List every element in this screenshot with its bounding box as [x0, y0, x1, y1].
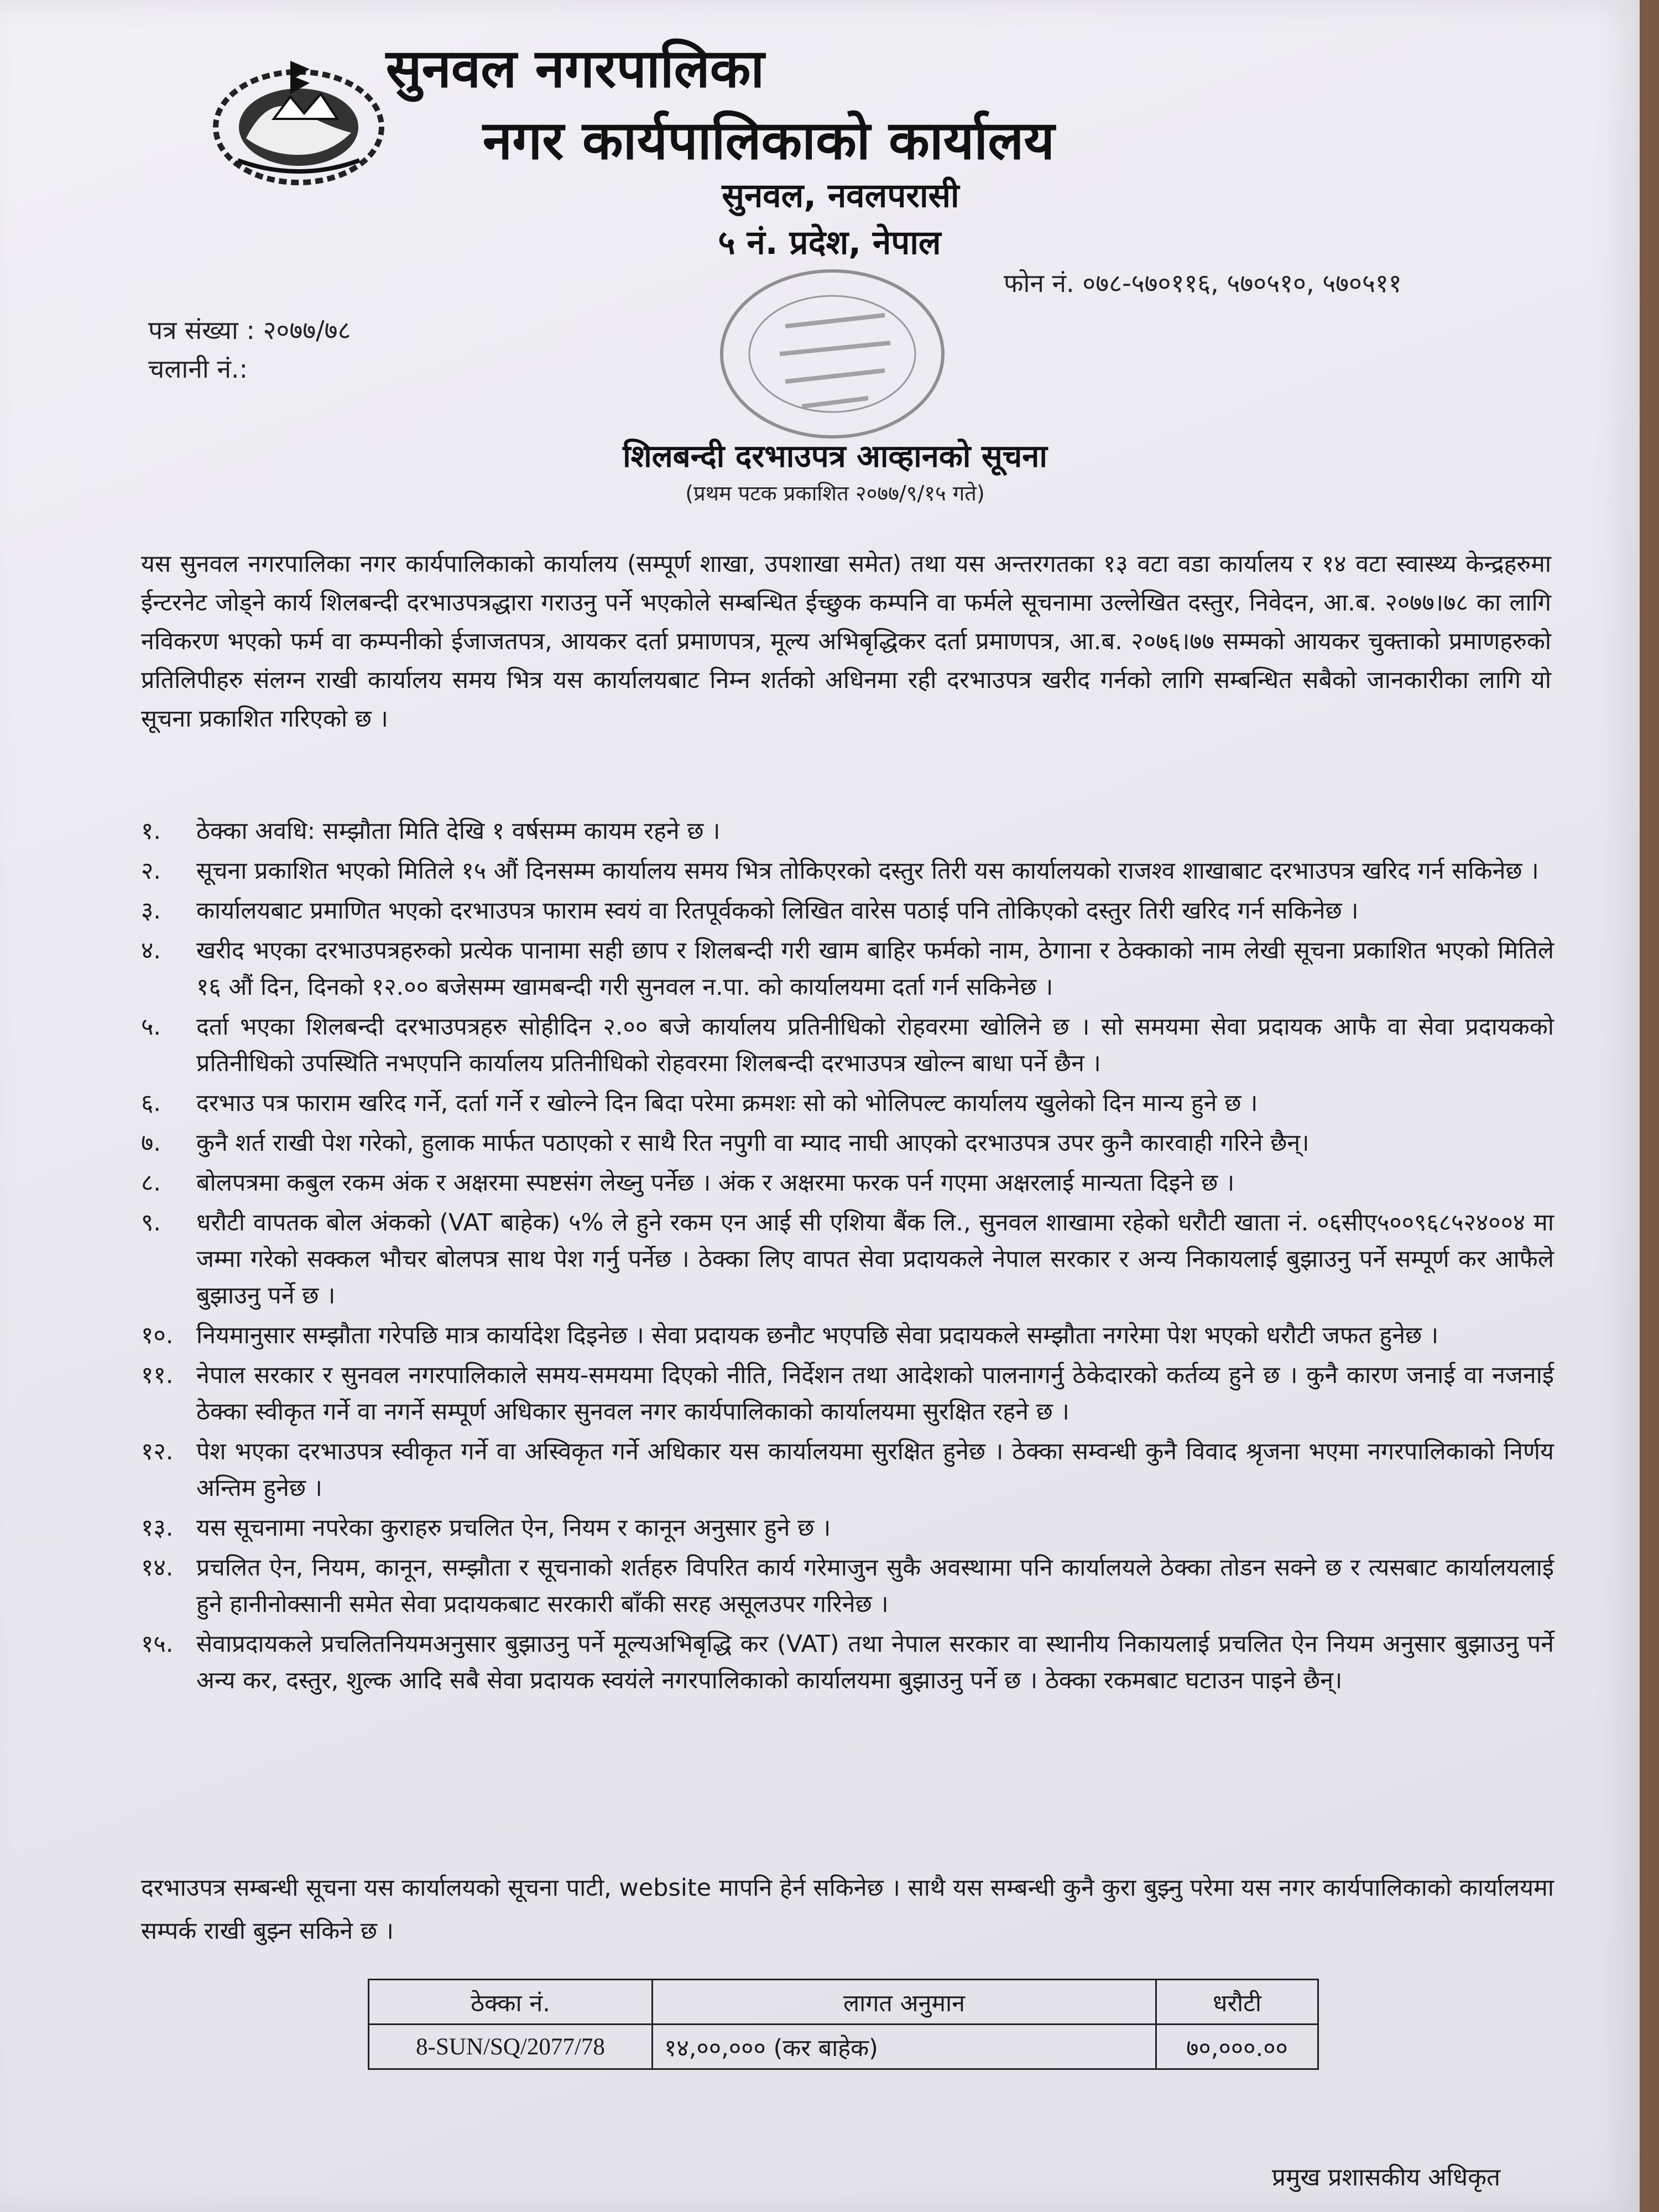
term-number: १४. [141, 1554, 174, 1582]
term-number: १५. [141, 1630, 174, 1658]
term-text: दरभाउ पत्र फाराम खरिद गर्ने, दर्ता गर्ने र खोल्ने दिन बिदा परेमा क्रमशः सो को भोलिपल्ट कार्यालय खुलेको दिन मान्य हुने छ । [196, 1089, 1258, 1117]
term-number: ८. [141, 1169, 161, 1197]
term-item [141, 1626, 1554, 1699]
term-text: ठेक्का अवधि: सम्झौता मिति देखि १ वर्षसम्म कायम रहने छ । [196, 817, 721, 845]
term-item [141, 853, 1554, 889]
table-row [369, 2025, 1318, 2069]
term-text: पेश भएका दरभाउपत्र स्वीकृत गर्ने वा अस्विकृत गर्ने अधिकार यस कार्यालयमा सुरक्षित हुनेछ । ठेक्का सम्वन्धी कुनै विवाद श्रृजना भएमा नगरपालिकाको निर्णय अन्तिम हुनेछ । [196, 1438, 1554, 1502]
office-province: ५ नं. प्रदेश, नेपाल [718, 223, 941, 262]
table-cell-cost-estimate: १४,००,००० (कर बाहेक) [653, 2025, 1156, 2069]
term-text: यस सूचनामा नपरेका कुराहरु प्रचलित ऐन, नियम र कानून अनुसार हुने छ । [196, 1514, 831, 1542]
term-number: १२. [141, 1438, 174, 1465]
term-number: २. [141, 857, 161, 885]
term-number: ६. [141, 1089, 161, 1117]
term-text: नियमानुसार सम्झौता गरेपछि मात्र कार्यादेश दिइनेछ । सेवा प्रदायक छनौट भएपछि सेवा प्रदायकले सम्झौता नगरेमा पेश भएको धरौटी जफत हुनेछ । [196, 1322, 1439, 1349]
table-cell-contract-no: 8-SUN/SQ/2077/78 [369, 2025, 653, 2069]
table-cell-deposit: ७०,०००.०० [1156, 2025, 1318, 2069]
office-name: नगर कार्यपालिकाको कार्यालय [482, 109, 1055, 171]
term-text: प्रचलित ऐन, नियम, कानून, सम्झौता र सूचनाको शर्तहरु विपरित कार्य गरेमाजुन सुकै अवस्थामा पनि कार्यालयले ठेक्का तोडन सक्ने छ र त्यसबाट कार्यालयलाई हुने हानीनोक्सानी समेत सेवा प्रदायकबाट सरकारी बाँकी सरह असूलउपर गरिनेछ । [196, 1554, 1554, 1618]
signatory-title: प्रमुख प्रशासकीय अधिकृत [1272, 2163, 1501, 2192]
term-number: ७. [141, 1129, 161, 1157]
term-number: १३. [141, 1514, 174, 1542]
table-header-row [369, 1980, 1318, 2025]
term-text: कुनै शर्त राखी पेश गरेको, हुलाक मार्फत पठाएको र साथै रित नपुगी वा म्याद नाघी आएको दरभाउपत्र उपर कुनै कारवाही गरिने छैन्। [196, 1129, 1310, 1157]
term-number: १. [141, 817, 161, 845]
closing-paragraph: दरभाउपत्र सम्बन्धी सूचना यस कार्यालयको सूचना पाटी, website मापनि हेर्न सकिनेछ । साथै यस सम्बन्धी कुनै कुरा बुझ्नु परेमा यस नगर कार्यपालिकाको कार्यालयमा सम्पर्क राखी बुझ्न सकिने छ । [141, 1874, 1554, 1945]
nepal-emblem-icon [207, 44, 390, 188]
term-item [141, 1357, 1554, 1430]
notice-sheet: सुनवल नगरपालिका नगर कार्यपालिकाको कार्यालय सुनवल, नवलपरासी ५ नं. प्रदेश, नेपाल फोन नं. ०७८-५७०११६, ५७०५१०, ५७०५११ पत्र संख्या : २०७७/७८ चलानी नं.: शिलबन्दी दरभाउपत्र आव्हानको सूचना (प्रथम पटक प्रकाशित २०७७/९/१५ गते) यस सुनवल नगरपालिका नगर कार्यपालिकाको कार्यालय (सम्पूर्ण शाखा, उपशाखा समेत) तथा यस अन्तरगतका १३ वटा वडा कार्यालय र १४ वटा स्वास्थ्य केन्द्रहरुमा ईन्टरनेट जोड्ने कार्य शिलबन्दी दरभाउपत्रद्धारा गराउनु पर्ने भएकोले सम्बन्धित ईच्छुक कम्पनि वा फर्मले सूचनामा उल्लेखित दस्तुर, निवेदन, आ.ब. २०७७।७८ का लागि नविकरण भएको फर्म वा कम्पनीको ईजाजतपत्र, आयकर दर्ता प्रमाणपत्र, मूल्य अभिबृद्धिकर दर्ता प्रमाणपत्र, आ.ब. २०७६।७७ सम्मको आयकर चुक्ताको प्रमाणहरुको प्रतिलिपीहरु संलग्न राखी कार्यालय समय भित्र यस कार्यालयबाट निम्न शर्तको अधिनमा रही दरभाउपत्र खरीद गर्नको लागि सम्बन्धित सबैको जानकारीका लागि यो सूचना प्रकाशित गरिएको छ । १. ठेक्का अवधि: सम्झौता मिति देखि १ वर्षसम्म कायम रहने छ । २. सूचना प्रकाशित भएको मितिले १५ औं दिनसम्म कार्यालय समय भित्र तोकिएरको दस्तुर तिरी यस कार्यालयको राजश्व शाखाबाट दरभाउपत्र खरिद गर्न सकिनेछ । ३. कार्यालयबाट प्रमाणित भएको दरभाउपत्र फाराम स्वयं वा रितपूर्वकको लिखित वारेस पठाई पनि तोकिएको दस्तुर तिरी खरिद गर्न सकिनेछ । ४. खरीद भएका दरभाउपत्रहरुको प्रत्येक पानामा सही छाप र शिलबन्दी गरी खाम बाहिर फर्मको नाम, ठेगाना र ठेक्काको नाम लेखी सूचना प्रकाशित भएको मितिले १६ औं दिन, दिनको १२.०० बजेसम्म खामबन्दी गरी सुनवल न.पा. को कार्यालयमा दर्ता गर्न सकिनेछ । ५. दर्ता भएका शिलबन्दी दरभाउपत्रहरु सोहीदिन २.०० बजे कार्यालय प्रतिनीधिको रोहवरमा खोलिने छ । सो समयमा सेवा प्रदायक आफै वा सेवा प्रदायकको प्रतिनीधिको उपस्थिति नभएपनि कार्यालय प्रतिनीधिको रोहवरमा शिलबन्दी दरभाउपत्र खोल्न बाधा पर्ने छैन । ६. दरभाउ पत्र फाराम खरिद गर्ने, दर्ता गर्ने र खोल्ने दिन बिदा परेमा क्रमशः सो को भोलिपल्ट कार्यालय खुलेको दिन मान्य हुने छ । ७. कुनै शर्त राखी पेश गरेको, हुलाक मार्फत पठाएको र साथै रित नपुगी वा म्याद नाघी आएको दरभाउपत्र उपर कुनै कारवाही गरिने छैन्। ८. बोलपत्रमा कबुल रकम अंक र अक्षरमा स्पष्टसंग लेख्नु पर्नेछ । अंक र अक्षरमा फरक पर्न गएमा अक्षरलाई मान्यता दिइने छ । ९. धरौटी वापतक बोल अंकको (VAT बाहेक) ५% ले हुने रकम एन आई सी एशिया बैंक लि., सुनवल शाखामा रहेको धरौटी खाता नं. ०६सीए५००९६८५२४००४ मा जम्मा गरेको सक्कल भौचर बोलपत्र साथ पेश गर्नु पर्नेछ । ठेक्का लिए वापत सेवा प्रदायकले नेपाल सरकार र अन्य निकायलाई बुझाउनु पर्ने सम्पूर्ण कर आफैले बुझाउनु पर्ने छ । १०. नियमानुसार सम्झौता गरेपछि मात्र कार्यादेश दिइनेछ । सेवा प्रदायक छनौट भएपछि सेवा प्रदायकले सम्झौता नगरेमा पेश भएको धरौटी जफत हुनेछ । ११. नेपाल सरकार र सुनवल नगरपालिकाले समय-समयमा दिएको नीति, निर्देशन तथा आदेशको पालनागर्नु ठेकेदारको कर्तव्य हुने छ । कुनै कारण जनाई वा नजनाई ठेक्का स्वीकृत गर्ने वा नगर्ने सम्पूर्ण अधिकार सुनवल नगर कार्यपालिकाको कार्यालयमा सुरक्षित रहने छ । १२. पेश भएका दरभाउपत्र स्वीकृत गर्ने वा अस्विकृत गर्ने अधिकार यस कार्यालयमा सुरक्षित हुनेछ । ठेक्का सम्वन्धी कुनै विवाद श्रृजना भएमा नगरपालिकाको निर्णय अन्तिम हुनेछ । १३. यस सूचनामा नपरेका कुराहरु प्रचलित ऐन, नियम र कानून अनुसार हुने छ । १४. प्रचलित ऐन, नियम, कानून, सम्झौता र सूचनाको शर्तहरु विपरित कार्य गरेमाजुन सुकै अवस्थामा पनि कार्यालयले ठेक्का तोडन सक्ने छ र त्यसबाट कार्यालयलाई हुने हानीनोक्सानी समेत सेवा प्रदायकबाट सरकारी बाँकी सरह असूलउपर गरिनेछ । १५. सेवाप्रदायकले प्रचलितनियमअनुसार बुझाउनु पर्ने मूल्यअभिबृद्धि कर (VAT) तथा नेपाल सरकार वा स्थानीय निकायलाई प्रचलित ऐन नियम अनुसार बुझाउनु पर्ने अन्य कर, दस्तुर, शुल्क आदि सबै सेवा प्रदायक स्वयंले नगरपालिकाको कार्यालयमा बुझाउनु पर्ने छ । ठेक्का रकमबाट घटाउन पाइने छैन्। दरभाउपत्र सम्बन्धी सूचना यस कार्यालयको सूचना पाटी, website मापनि हेर्न सकिनेछ । साथै यस सम्बन्धी कुनै कुरा बुझ्नु परेमा यस नगर कार्यपालिकाको कार्यालयमा सम्पर्क राखी बुझ्न सकिने छ । ठेक्का नं. लागत अनुमान धरौटी 8-SUN/SQ/2077/78 १४,००,००० (कर बाहेक) ७०,०००.०० प्रमुख प्रशासकीय अधिकृत [0, 0, 1640, 2212]
term-text: दर्ता भएका शिलबन्दी दरभाउपत्रहरु सोहीदिन २.०० बजे कार्यालय प्रतिनीधिको रोहवरमा खोलिने छ । सो समयमा सेवा प्रदायक आफै वा सेवा प्रदायकको प्रतिनीधिको उपस्थिति नभएपनि कार्यालय प्रतिनीधिको रोहवरमा शिलबन्दी दरभाउपत्र खोल्न बाधा पर्ने छैन । [196, 1013, 1554, 1077]
term-item [141, 1125, 1554, 1161]
term-item [141, 1510, 1554, 1546]
term-item [141, 813, 1554, 849]
notice-subtitle: (प्रथम पटक प्रकाशित २०७७/९/१५ गते) [685, 481, 985, 505]
notice-title: शिलबन्दी दरभाउपत्र आव्हानको सूचना [623, 439, 1047, 474]
term-text: धरौटी वापतक बोल अंकको (VAT बाहेक) ५% ले हुने रकम एन आई सी एशिया बैंक लि., सुनवल शाखामा रहेको धरौटी खाता नं. ०६सीए५००९६८५२४००४ मा जम्मा गरेको सक्कल भौचर बोलपत्र साथ पेश गर्नु पर्नेछ । ठेक्का लिए वापत सेवा प्रदायकले नेपाल सरकार र अन्य निकायलाई बुझाउनु पर्ने सम्पूर्ण कर आफैले बुझाउनु पर्ने छ । [196, 1209, 1554, 1310]
term-number: ९. [141, 1209, 161, 1237]
term-text: कार्यालयबाट प्रमाणित भएको दरभाउपत्र फाराम स्वयं वा रितपूर्वकको लिखित वारेस पठाई पनि तोकिएको दस्तुर तिरी खरिद गर्न सकिनेछ । [196, 897, 1359, 925]
term-item [141, 1433, 1554, 1506]
term-item [141, 1085, 1554, 1121]
term-item [141, 1550, 1554, 1623]
term-item [141, 1165, 1554, 1201]
letter-number: पत्र संख्या : २०७७/७८ [148, 315, 351, 345]
table-header-contract-no: ठेक्का नं. [369, 1980, 653, 2025]
office-location: सुनवल, नवलपरासी [722, 176, 959, 215]
term-text: सूचना प्रकाशित भएको मितिले १५ औं दिनसम्म कार्यालय समय भित्र तोकिएरको दस्तुर तिरी यस कार्यालयको राजश्व शाखाबाट दरभाउपत्र खरिद गर्न सकिनेछ । [196, 857, 1539, 885]
term-item [141, 1317, 1554, 1354]
term-number: १०. [141, 1322, 174, 1349]
term-text: सेवाप्रदायकले प्रचलितनियमअनुसार बुझाउनु पर्ने मूल्यअभिबृद्धि कर (VAT) तथा नेपाल सरकार वा स्थानीय निकायलाई प्रचलित ऐन नियम अनुसार बुझाउनु पर्ने अन्य कर, दस्तुर, शुल्क आदि सबै सेवा प्रदायक स्वयंले नगरपालिकाको कार्यालयमा बुझाउनु पर्ने छ । ठेक्का रकमबाट घटाउन पाइने छैन्। [196, 1630, 1554, 1694]
table-header-cost-estimate: लागत अनुमान [653, 1980, 1156, 2025]
term-number: ११. [141, 1361, 174, 1389]
term-item [141, 932, 1554, 1005]
term-item [141, 1009, 1554, 1082]
notice-intro: यस सुनवल नगरपालिका नगर कार्यपालिकाको कार्यालय (सम्पूर्ण शाखा, उपशाखा समेत) तथा यस अन्तरगतका १३ वटा वडा कार्यालय र १४ वटा स्वास्थ्य केन्द्रहरुमा ईन्टरनेट जोड्ने कार्य शिलबन्दी दरभाउपत्रद्धारा गराउनु पर्ने भएकोले सम्बन्धित ईच्छुक कम्पनि वा फर्मले सूचनामा उल्लेखित दस्तुर, निवेदन, आ.ब. २०७७।७८ का लागि नविकरण भएको फर्म वा कम्पनीको ईजाजतपत्र, आयकर दर्ता प्रमाणपत्र, मूल्य अभिबृद्धिकर दर्ता प्रमाणपत्र, आ.ब. २०७६।७७ सम्मको आयकर चुक्ताको प्रमाणहरुको प्रतिलिपीहरु संलग्न राखी कार्यालय समय भित्र यस कार्यालयबाट निम्न शर्तको अधिनमा रही दरभाउपत्र खरीद गर्नको लागि सम्बन्धित सबैको जानकारीका लागि यो सूचना प्रकाशित गरिएको छ । [141, 550, 1551, 733]
dispatch-number: चलानी नं.: [148, 354, 248, 384]
term-number: ३. [141, 897, 161, 925]
table-header-deposit: धरौटी [1156, 1980, 1318, 2025]
term-item [141, 893, 1554, 929]
term-text: खरीद भएका दरभाउपत्रहरुको प्रत्येक पानामा सही छाप र शिलबन्दी गरी खाम बाहिर फर्मको नाम, ठेगाना र ठेक्काको नाम लेखी सूचना प्रकाशित भएको मितिले १६ औं दिन, दिनको १२.०० बजेसम्म खामबन्दी गरी सुनवल न.पा. को कार्यालयमा दर्ता गर्न सकिनेछ । [196, 937, 1554, 1001]
term-number: ५. [141, 1013, 161, 1041]
phone-numbers: फोन नं. ०७८-५७०११६, ५७०५१०, ५७०५११ [1004, 268, 1402, 298]
terms-list [141, 813, 1554, 1702]
tender-table [368, 1979, 1319, 2070]
term-text: नेपाल सरकार र सुनवल नगरपालिकाले समय-समयमा दिएको नीति, निर्देशन तथा आदेशको पालनागर्नु ठेकेदारको कर्तव्य हुने छ । कुनै कारण जनाई वा नजनाई ठेक्का स्वीकृत गर्ने वा नगर्ने सम्पूर्ण अधिकार सुनवल नगर कार्यपालिकाको कार्यालयमा सुरक्षित रहने छ । [196, 1361, 1554, 1426]
term-item [141, 1204, 1554, 1314]
term-text: बोलपत्रमा कबुल रकम अंक र अक्षरमा स्पष्टसंग लेख्नु पर्नेछ । अंक र अक्षरमा फरक पर्न गएमा अक्षरलाई मान्यता दिइने छ । [196, 1169, 1235, 1197]
term-number: ४. [141, 937, 161, 964]
office-stamp-icon [702, 260, 962, 448]
